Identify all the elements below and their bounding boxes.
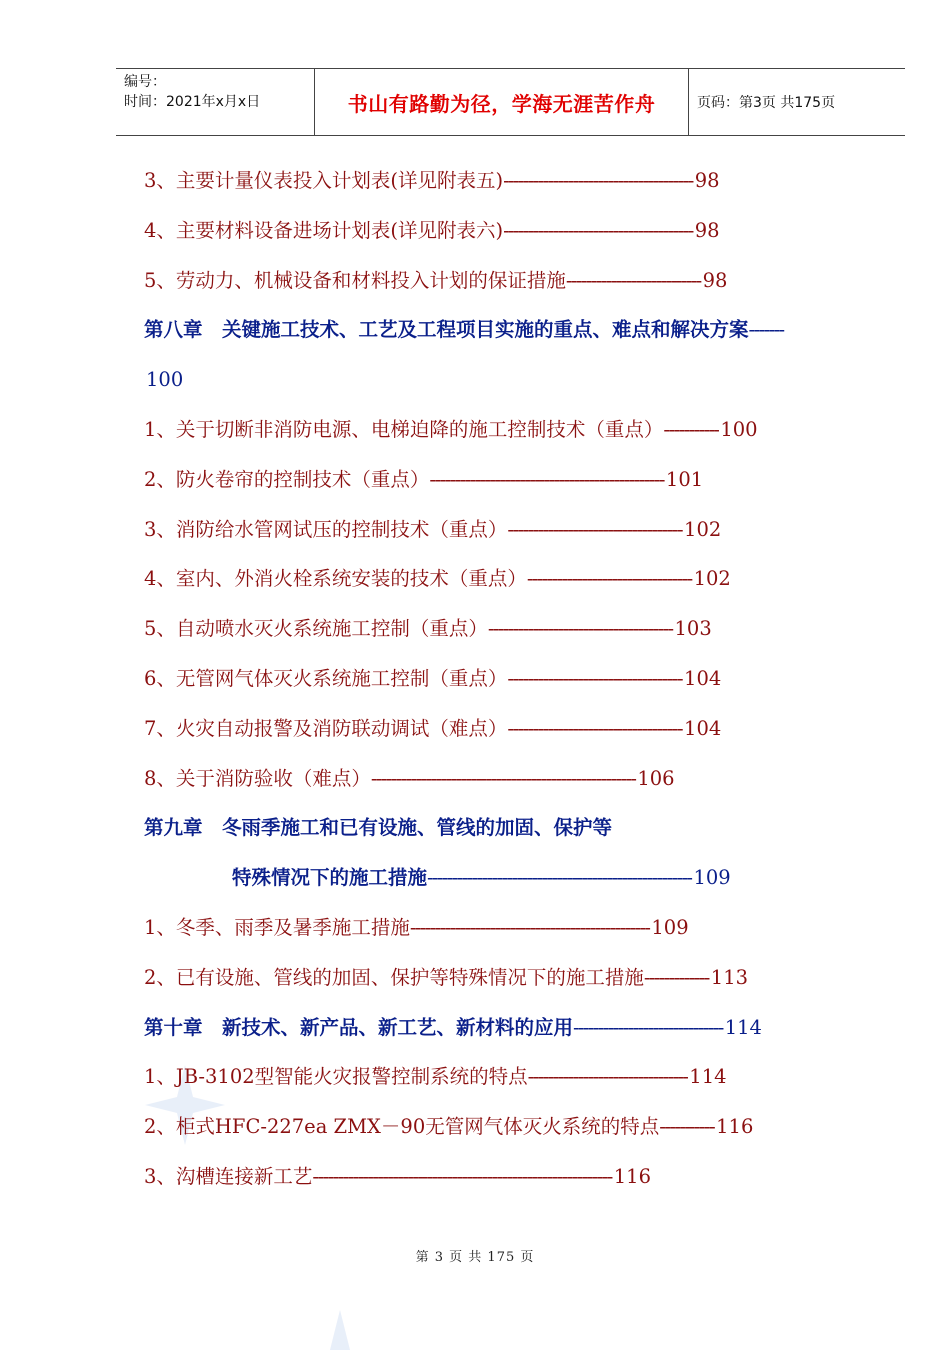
toc-item-line [144,664,721,694]
document-header [116,68,905,136]
toc-page-number: 98 [694,169,720,192]
toc-leader-dots: ------- [748,318,784,342]
toc-page-number: 104 [684,716,722,740]
toc-item-line [144,764,675,794]
toc-item-line [144,1162,651,1192]
toc-entry-title: 1、JB-3102型智能火灾报警控制系统的特点 [144,1065,528,1089]
toc-item-line [144,564,731,594]
toc-item-line [144,415,758,445]
toc-leader-dots: ------------------------------------------------ [409,916,650,939]
toc-leader-dots: ------------- [643,965,709,989]
toc-page-number: 116 [716,1115,754,1139]
toc-item-line [144,913,689,943]
toc-page-number: 116 [613,1165,651,1188]
header-page-info: 页码：第3页 共175页 [697,95,836,111]
toc-entry-title: 5、自动喷水灭火系统施工控制（重点） [144,617,488,641]
toc-chapter-line [144,365,183,395]
toc-page-number: 101 [665,467,704,491]
toc-page-number: 102 [693,567,731,591]
toc-leader-dots: ----------------------------------------------- [429,467,664,491]
toc-page-number: 103 [674,617,712,641]
toc-entry-title: 3、消防给水管网试压的控制技术（重点） [144,517,508,541]
toc-page-number: 100 [146,368,184,392]
toc-page-number: 109 [651,916,689,939]
toc-entry-title: 第八章 关键施工技术、工艺及工程项目实施的重点、难点和解决方案 [144,318,749,342]
toc-entry-title: 3、主要计量仪表投入计划表(详见附表五) [144,169,504,192]
toc-item-line [144,216,720,246]
toc-leader-dots: ------------------------------------------------------------ [312,1165,612,1188]
toc-leader-dots: --------------------------------- [526,567,692,591]
toc-chapter-line [144,1013,762,1043]
toc-page-number: 104 [684,667,722,690]
toc-chapter-line [232,863,731,893]
toc-leader-dots: ----------- [663,418,719,441]
toc-leader-dots: ----------------------------------- [507,667,683,690]
toc-leader-dots: ----------------------------------- [507,517,683,541]
toc-leader-dots: ------------------------------ [573,1015,723,1039]
toc-item-line [144,614,712,644]
toc-entry-title: 特殊情况下的施工措施 [232,866,428,890]
toc-chapter-line [144,813,614,843]
toc-leader-dots: ------------------------------------- [487,617,673,641]
toc-page-number: 114 [689,1065,727,1089]
toc-leader-dots: --------------------------- [565,268,701,292]
toc-entry-title: 2、已有设施、管线的加固、保护等特殊情况下的施工措施 [144,965,644,989]
header-motto: 书山有路勤为径，学海无涯苦作舟 [315,69,689,135]
header-time-label: 时间：2021年x月x日 [124,94,261,110]
toc-entry-title: 4、主要材料设备进场计划表(详见附表六) [144,218,504,242]
toc-entry-title: 3、沟槽连接新工艺 [144,1165,313,1188]
toc-page-number: 100 [720,418,758,441]
toc-item-line [144,266,727,296]
toc-item-line [144,465,703,495]
toc-entry-title: 6、无管网气体灭火系统施工控制（重点） [144,667,508,690]
toc-leader-dots: ----------- [659,1115,715,1139]
toc-page-number: 106 [637,766,675,790]
toc-entry-title: 第九章 冬雨季施工和已有设施、管线的加固、保护等 [144,816,613,840]
toc-entry-title: 4、室内、外消火栓系统安装的技术（重点） [144,567,527,591]
page-footer: 第 3 页 共 175 页 [415,1250,535,1265]
toc-item-line [144,515,721,545]
toc-item-line [144,1062,727,1092]
toc-leader-dots: -------------------------------- [527,1065,688,1089]
toc-leader-dots: -------------------------------------- [503,169,693,192]
toc-chapter-line [144,315,785,345]
toc-item-line [144,1112,753,1142]
toc-entry-title: 2、防火卷帘的控制技术（重点） [144,467,430,491]
toc-item-line [144,963,748,993]
toc-page-number: 102 [684,517,722,541]
header-meta [116,69,315,135]
toc-leader-dots: ----------------------------------------------------- [427,866,692,890]
watermark-snowflake-icon [300,1310,380,1350]
toc-entry-title: 7、火灾自动报警及消防联动调试（难点） [144,716,508,740]
toc-entry-title: 1、关于切断非消防电源、电梯迫降的施工控制技术（重点） [144,418,664,441]
toc-page-number: 114 [724,1015,762,1039]
toc-entry-title: 5、劳动力、机械设备和材料投入计划的保证措施 [144,268,566,292]
toc-leader-dots: -------------------------------------- [503,218,693,242]
toc-item-line [144,166,720,196]
toc-leader-dots: ----------------------------------------------------- [370,766,636,790]
toc-leader-dots: ----------------------------------- [507,716,683,740]
toc-page-number: 113 [710,965,749,989]
toc-page-number: 109 [693,866,731,890]
toc-entry-title: 1、冬季、雨季及暑季施工措施 [144,916,410,939]
toc-entry-title: 第十章 新技术、新产品、新工艺、新材料的应用 [144,1015,574,1039]
header-number-label: 编号： [124,74,166,90]
toc-entry-title: 8、关于消防验收（难点） [144,766,371,790]
toc-page-number: 98 [694,218,720,242]
toc-item-line [144,714,721,744]
toc-entry-title: 2、柜式HFC-227ea ZMX－90无管网气体灭火系统的特点 [144,1115,660,1139]
toc-page-number: 98 [702,268,728,292]
